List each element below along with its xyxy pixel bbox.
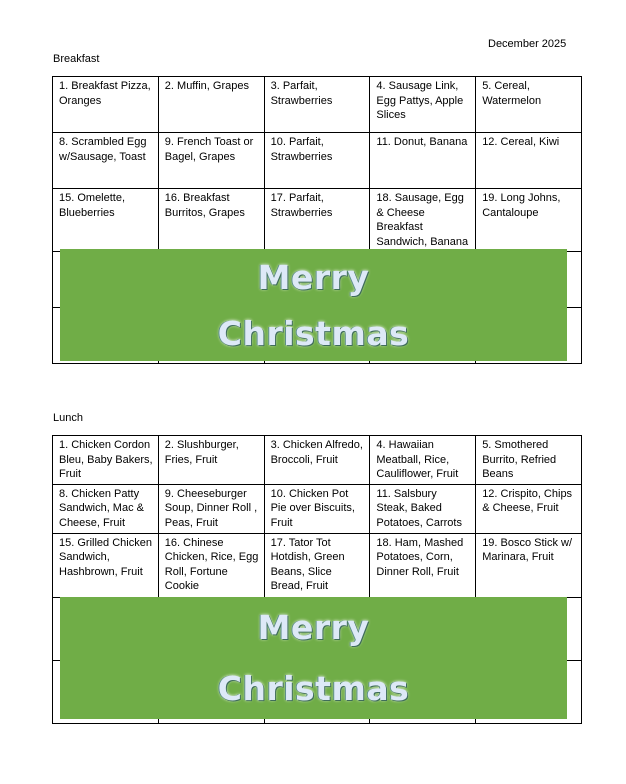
menu-cell: 18. Sausage, Egg & Cheese Breakfast Sandwich, Banana xyxy=(370,189,476,252)
menu-cell: 17. Tator Tot Hotdish, Green Beans, Slice Bread, Fruit xyxy=(264,533,370,597)
menu-cell: 16. Chinese Chicken, Rice, Egg Roll, Fortune Cookie xyxy=(158,533,264,597)
banner-line-christmas: Christmas xyxy=(217,313,410,353)
banner-line-merry: Merry xyxy=(257,608,370,647)
menu-cell: 5. Cereal, Watermelon xyxy=(476,77,582,133)
menu-cell: 4. Hawaiian Meatball, Rice, Cauliflower, Fruit xyxy=(370,436,476,485)
menu-cell: 3. Parfait, Strawberries xyxy=(264,77,370,133)
menu-cell: 8. Scrambled Egg w/Sausage, Toast xyxy=(53,133,159,189)
menu-cell: 10. Chicken Pot Pie over Biscuits, Fruit xyxy=(264,484,370,533)
menu-cell: 4. Sausage Link, Egg Pattys, Apple Slices xyxy=(370,77,476,133)
menu-cell: 17. Parfait, Strawberries xyxy=(264,189,370,252)
menu-cell: 3. Chicken Alfredo, Broccoli, Fruit xyxy=(264,436,370,485)
banner-line-merry: Merry xyxy=(257,257,370,297)
menu-cell: 19. Long Johns, Cantaloupe xyxy=(476,189,582,252)
menu-cell: 12. Cereal, Kiwi xyxy=(476,133,582,189)
table-row xyxy=(53,436,582,485)
menu-cell: 9. Cheeseburger Soup, Dinner Roll , Peas, Fruit xyxy=(158,484,264,533)
menu-cell: 8. Chicken Patty Sandwich, Mac & Cheese, Fruit xyxy=(53,484,159,533)
lunch-label: Lunch xyxy=(53,412,83,424)
menu-cell: 11. Donut, Banana xyxy=(370,133,476,189)
table-row xyxy=(53,484,582,533)
christmas-banner xyxy=(60,249,567,361)
table-row xyxy=(53,77,582,133)
table-row xyxy=(53,133,582,189)
menu-cell: 1. Breakfast Pizza, Oranges xyxy=(53,77,159,133)
banner-line-christmas: Christmas xyxy=(217,669,410,708)
menu-cell: 16. Breakfast Burritos, Grapes xyxy=(158,189,264,252)
menu-cell: 2. Muffin, Grapes xyxy=(158,77,264,133)
menu-cell: 11. Salsbury Steak, Baked Potatoes, Carrots xyxy=(370,484,476,533)
menu-cell: 19. Bosco Stick w/ Marinara, Fruit xyxy=(476,533,582,597)
month-date: December 2025 xyxy=(488,38,567,50)
menu-cell: 18. Ham, Mashed Potatoes, Corn, Dinner Roll, Fruit xyxy=(370,533,476,597)
breakfast-label: Breakfast xyxy=(53,53,100,65)
menu-cell: 5. Smothered Burrito, Refried Beans xyxy=(476,436,582,485)
menu-cell: 2. Slushburger, Fries, Fruit xyxy=(158,436,264,485)
table-row xyxy=(53,189,582,252)
menu-cell: 9. French Toast or Bagel, Grapes xyxy=(158,133,264,189)
menu-cell: 1. Chicken Cordon Bleu, Baby Bakers, Fruit xyxy=(53,436,159,485)
menu-cell: 10. Parfait, Strawberries xyxy=(264,133,370,189)
christmas-banner xyxy=(60,597,567,719)
menu-cell: 15. Grilled Chicken Sandwich, Hashbrown, Fruit xyxy=(53,533,159,597)
table-row xyxy=(53,533,582,597)
menu-cell: 12. Crispito, Chips & Cheese, Fruit xyxy=(476,484,582,533)
menu-cell: 15. Omelette, Blueberries xyxy=(53,189,159,252)
